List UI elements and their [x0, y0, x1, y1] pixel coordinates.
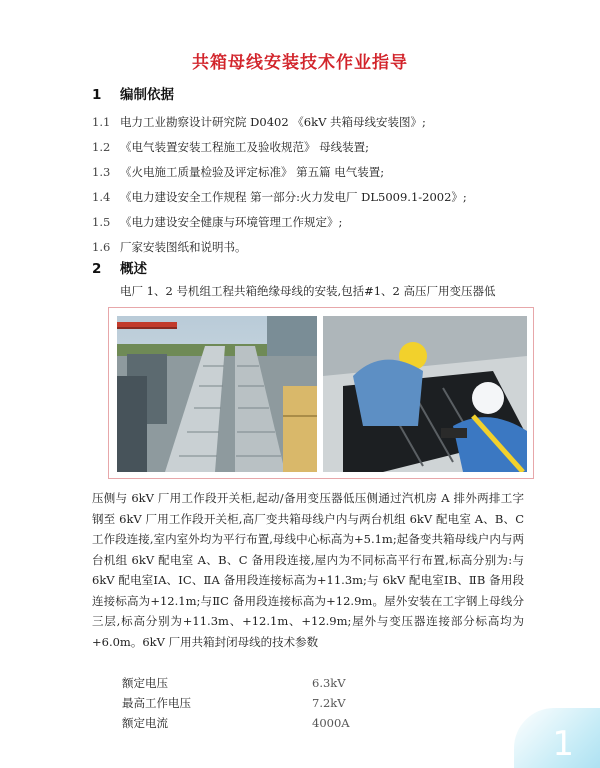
- document-title: 共箱母线安装技术作业指导: [192, 53, 408, 73]
- parameter-label: 额定电流: [122, 716, 168, 730]
- reference-item: [92, 160, 532, 185]
- reference-text: 厂家安装图纸和说明书。: [120, 240, 247, 254]
- parameter-label: 最高工作电压: [122, 696, 191, 710]
- overview-intro: 电厂 1、2 号机组工程共箱绝缘母线的安装,包括#1、2 高压厂用变压器低: [120, 284, 496, 298]
- parameter-value: 6.3kV: [312, 676, 346, 690]
- reference-item: [92, 185, 532, 210]
- busbar-site-illustration: [117, 316, 317, 472]
- section-1-title: 编制依据: [120, 87, 174, 103]
- reference-list: [92, 110, 532, 260]
- reference-text: 电力工业勘察设计研究院 D0402 《6kV 共箱母线安装图》;: [120, 115, 426, 129]
- reference-text: 《火电施工质量检验及评定标准》 第五篇 电气装置;: [120, 165, 385, 179]
- reference-number: 1.4: [92, 190, 111, 204]
- parameter-list: [122, 673, 350, 733]
- reference-text: 《电力建设安全健康与环境管理工作规定》;: [120, 215, 343, 229]
- reference-item: [92, 110, 532, 135]
- page-number: 1: [552, 724, 574, 764]
- parameter-value: 4000A: [312, 716, 350, 730]
- parameter-value: 7.2kV: [312, 696, 346, 710]
- parameter-label: 额定电压: [122, 676, 168, 690]
- worker-installation-illustration: [323, 316, 527, 472]
- reference-item: [92, 210, 532, 235]
- reference-item: [92, 235, 532, 260]
- reference-text: 《电力建设安全工作规程 第一部分:火力发电厂 DL5009.1-2002》;: [120, 190, 467, 204]
- worker-installation-photo: [323, 316, 527, 472]
- busbar-site-photo: [117, 316, 317, 472]
- overview-body: 压侧与 6kV 厂用工作段开关柜,起动/备用变压器低压侧通过汽机房 A 排外两排工字钢至 6kV 厂用工作段开关柜,高厂变共箱母线户内与两台机组 6kV 配电室 A、B、C 工作段连接,室内室外均为平行布置,母线中心标高为+5.1m;起备变共箱母线户内与两台机组 6kV 配电室 A、B、C 备用段连接,屋内为不同标高平行布置,标高分别为:与 6kV 配电室ⅠA、ⅠC、ⅡA 备用段连接标高为+11.3m;与 6kV 配电室ⅠB、ⅡB 备用段连接标高为+12.1m;与ⅡC 备用段连接标高为+12.9m。屋外安装在工字钢上母线分三层,标高分别为+11.3m、+12.1m、+12.9m;屋外与变压器连接部分标高均为+6.0m。6kV 厂用共箱封闭母线的技术参数: [92, 491, 524, 649]
- section-1-number: 1: [92, 87, 102, 103]
- photo-frame: [108, 307, 534, 479]
- reference-text: 《电气装置安装工程施工及验收规范》 母线装置;: [120, 140, 370, 154]
- reference-number: 1.2: [92, 140, 111, 154]
- section-1-heading: [92, 83, 174, 103]
- section-2-number: 2: [92, 261, 102, 277]
- reference-number: 1.5: [92, 215, 111, 229]
- section-2-heading: [92, 257, 147, 277]
- reference-number: 1.3: [92, 165, 111, 179]
- reference-number: 1.1: [92, 115, 111, 129]
- parameter-row: [122, 693, 350, 713]
- section-2-title: 概述: [120, 261, 147, 277]
- parameter-row: [122, 673, 350, 693]
- reference-number: 1.6: [92, 240, 111, 254]
- parameter-row: [122, 713, 350, 733]
- reference-item: [92, 135, 532, 160]
